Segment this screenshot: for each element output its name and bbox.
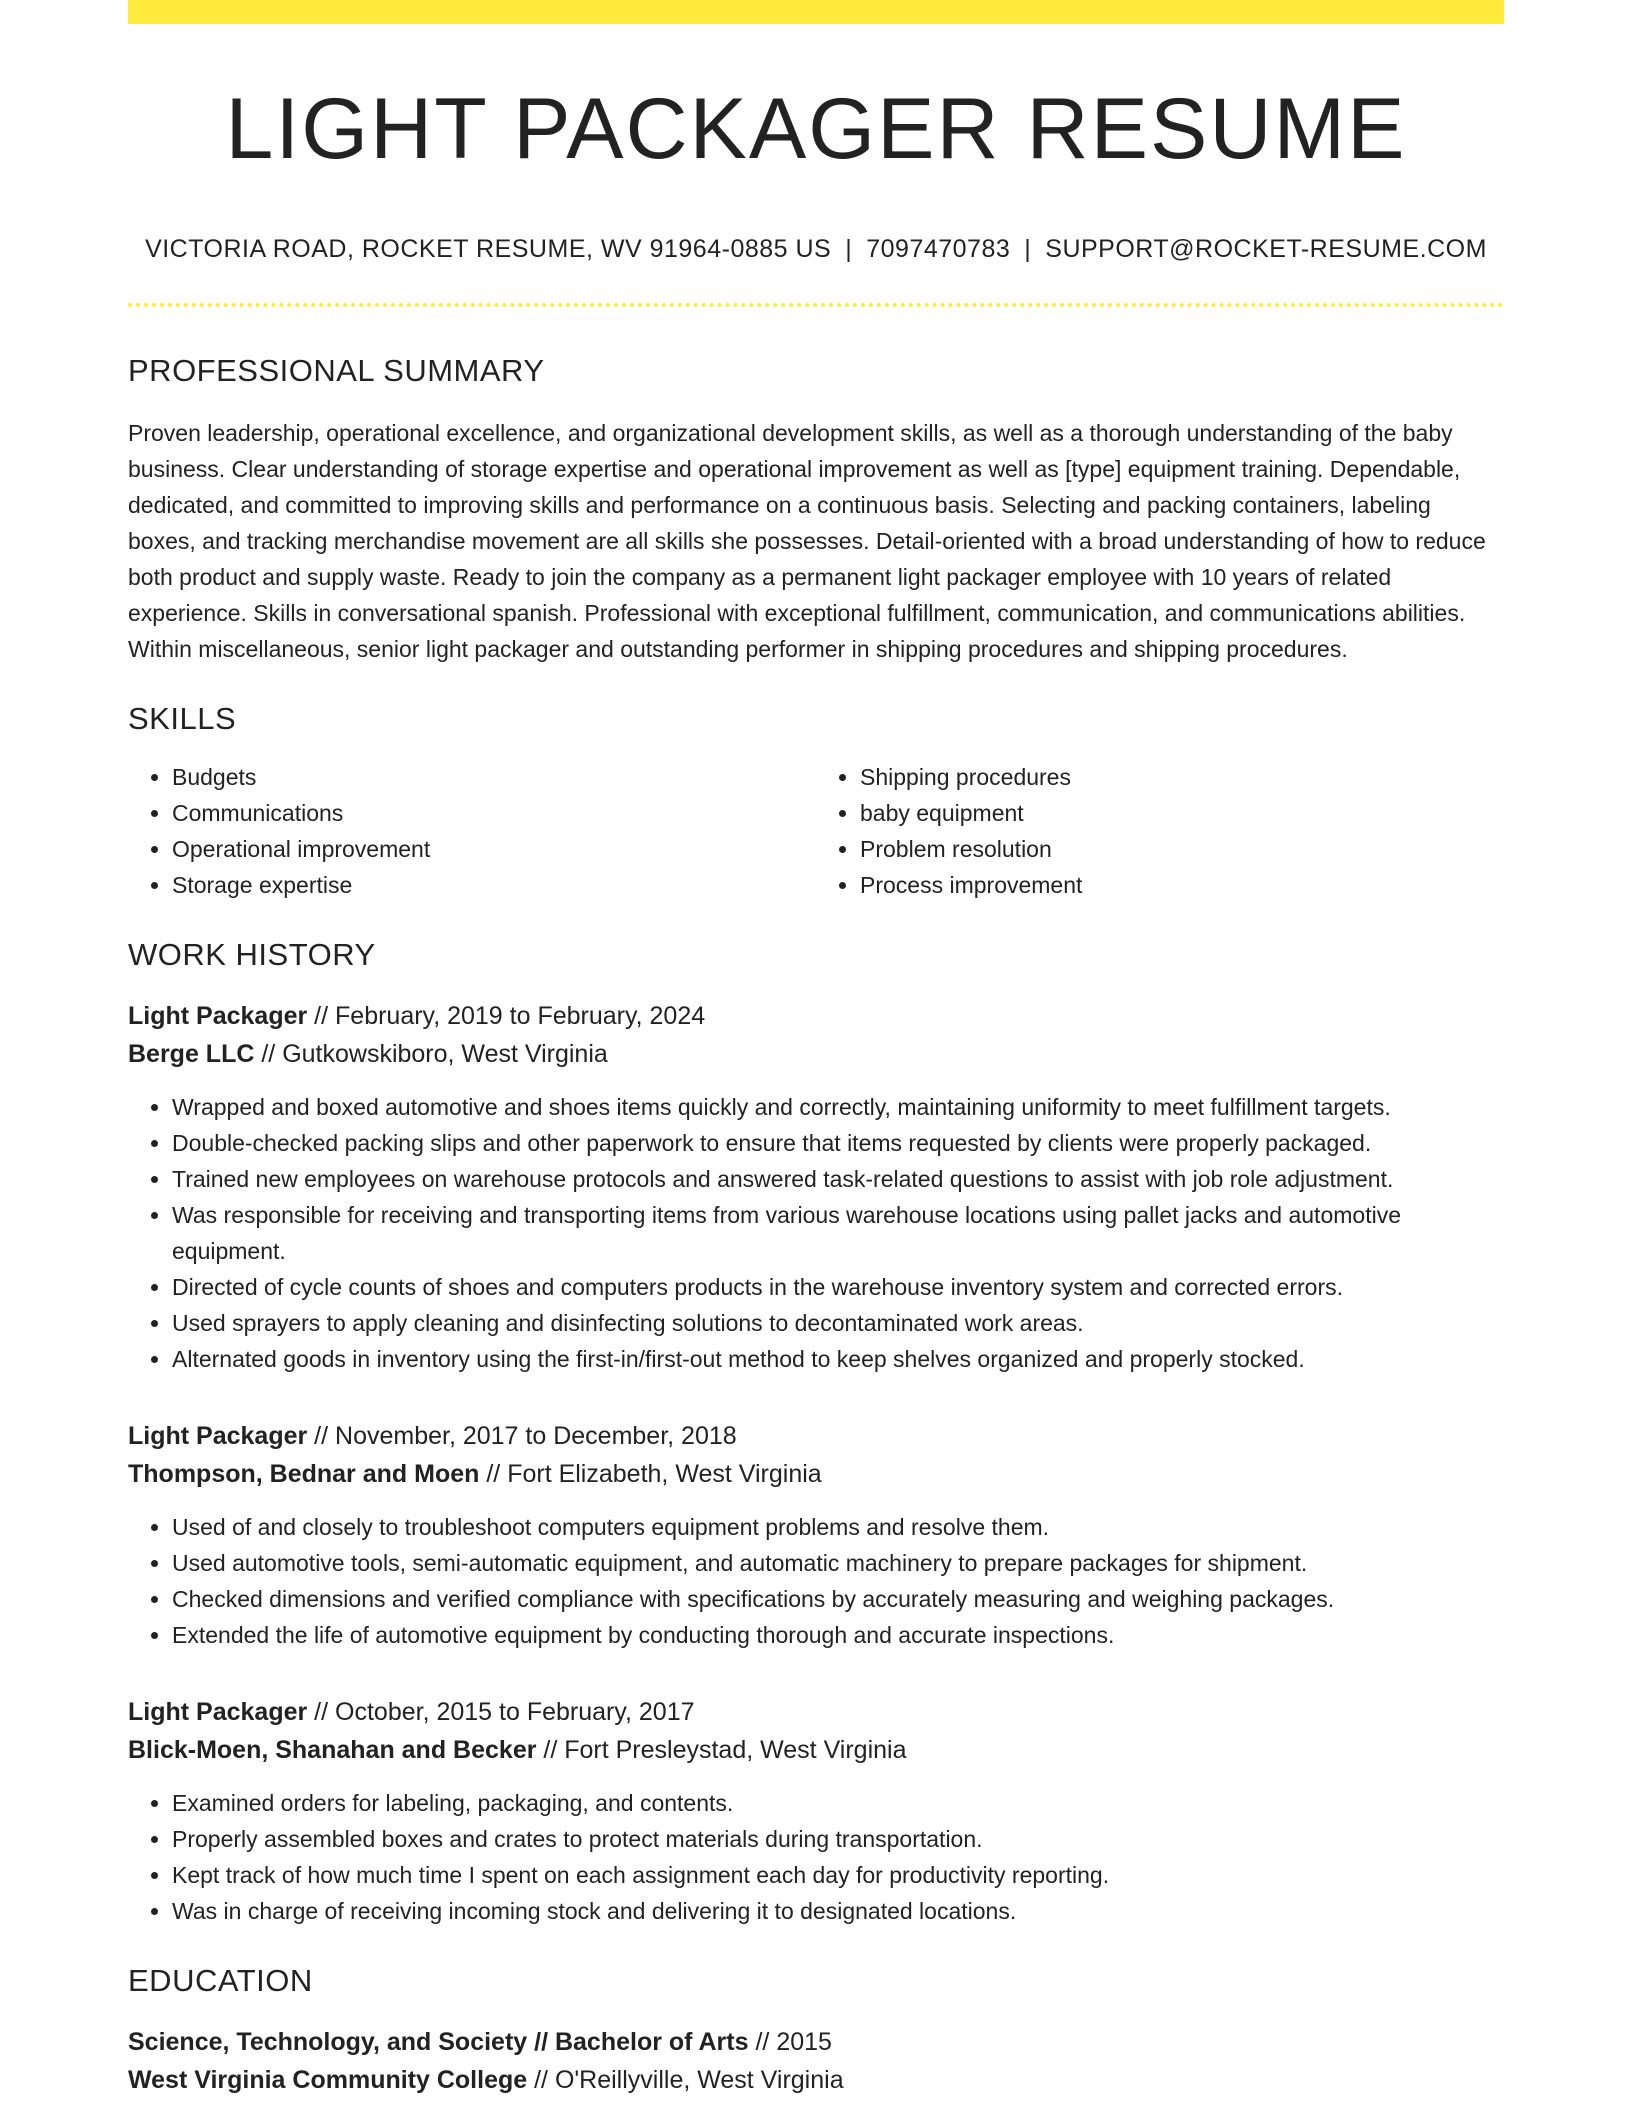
job-bullets: [128, 1089, 1504, 1377]
contact-address: VICTORIA ROAD, ROCKET RESUME, WV 91964-0885 US: [145, 234, 832, 263]
job-bullet: • Checked dimensions and verified compliance with specifications by accurately measuring and weighing packages.: [172, 1581, 1504, 1617]
job-title: Light Packager: [128, 1697, 308, 1726]
job-entry: [128, 997, 1504, 1377]
job-bullet: • Directed of cycle counts of shoes and computers products in the warehouse inventory system and corrected errors.: [172, 1269, 1504, 1305]
dotted-divider: [128, 303, 1504, 307]
job-bullet: • Trained new employees on warehouse protocols and answered task-related questions to assist with job role adjustment.: [172, 1161, 1504, 1197]
education-school-line: [128, 2061, 1504, 2099]
job-bullets: [128, 1509, 1504, 1653]
job-bullet: • Properly assembled boxes and crates to protect materials during transportation.: [172, 1821, 1504, 1857]
job-company: Berge LLC: [128, 1039, 255, 1068]
job-bullet: • Alternated goods in inventory using the first-in/first-out method to keep shelves organized and properly stocked.: [172, 1341, 1504, 1377]
skill-item: • Process improvement: [860, 867, 1504, 903]
skills-list: [128, 759, 1504, 903]
skills-column-right: [816, 759, 1504, 903]
skill-item: • baby equipment: [860, 795, 1504, 831]
job-entry: [128, 1693, 1504, 1929]
skill-item: • Budgets: [172, 759, 816, 795]
education-degree-line: [128, 2023, 1504, 2061]
job-company: Thompson, Bednar and Moen: [128, 1459, 480, 1488]
job-company: Blick-Moen, Shanahan and Becker: [128, 1735, 537, 1764]
job-bullet: • Kept track of how much time I spent on each assignment each day for productivity reporting.: [172, 1857, 1504, 1893]
job-title-line: [128, 1417, 1504, 1455]
job-company-line: [128, 1455, 1504, 1493]
skill-item: • Communications: [172, 795, 816, 831]
contact-phone: 7097470783: [866, 234, 1011, 263]
job-bullet: • Was in charge of receiving incoming stock and delivering it to designated locations.: [172, 1893, 1504, 1929]
contact-separator: |: [1024, 234, 1032, 263]
accent-bar: [128, 0, 1504, 24]
education-year: // 2015: [748, 2027, 832, 2056]
job-bullet: • Extended the life of automotive equipment by conducting thorough and accurate inspections.: [172, 1617, 1504, 1653]
job-bullet: • Double-checked packing slips and other paperwork to ensure that items requested by clients were properly packaged.: [172, 1125, 1504, 1161]
job-title: Light Packager: [128, 1001, 308, 1030]
job-bullet: • Used of and closely to troubleshoot computers equipment problems and resolve them.: [172, 1509, 1504, 1545]
education-location: // O'Reillyville, West Virginia: [527, 2065, 844, 2094]
skill-item: • Problem resolution: [860, 831, 1504, 867]
skills-column-left: [128, 759, 816, 903]
skill-item: • Storage expertise: [172, 867, 816, 903]
contact-email: SUPPORT@ROCKET-RESUME.COM: [1045, 234, 1487, 263]
contact-separator: |: [845, 234, 853, 263]
job-title-line: [128, 997, 1504, 1035]
job-location: // Gutkowskiboro, West Virginia: [254, 1039, 608, 1068]
work-history-heading: WORK HISTORY: [128, 936, 376, 972]
summary-text: Proven leadership, operational excellence, and organizational development skills, as well as a thorough understanding of the baby business. Clear understanding of storage expertise and operational improvement as well as [type] equipment training. Dependable, dedicated, and committed to improving skills and performance on a continuous basis. Selecting and packing containers, labeling boxes, and tracking merchandise movement are all skills she possesses. Detail-oriented with a broad understanding of how to reduce both product and supply waste. Ready to join the company as a permanent light packager employee with 10 years of related experience. Skills in conversational spanish. Professional with exceptional fulfillment, communication, and communications abilities. Within miscellaneous, senior light packager and outstanding performer in shipping procedures and shipping procedures.: [128, 419, 1486, 662]
job-title: Light Packager: [128, 1421, 308, 1450]
job-entry: [128, 1417, 1504, 1653]
job-bullet: • Wrapped and boxed automotive and shoes items quickly and correctly, maintaining uniformity to meet fulfillment targets.: [172, 1089, 1504, 1125]
job-location: // Fort Elizabeth, West Virginia: [479, 1459, 822, 1488]
education-school: West Virginia Community College: [128, 2065, 528, 2094]
job-dates: // November, 2017 to December, 2018: [307, 1421, 737, 1450]
job-dates: // October, 2015 to February, 2017: [307, 1697, 695, 1726]
education-heading: EDUCATION: [128, 1962, 313, 1998]
skill-item: • Operational improvement: [172, 831, 816, 867]
job-bullet: • Was responsible for receiving and transporting items from various warehouse locations using pallet jacks and automotive equipment.: [172, 1197, 1504, 1269]
job-company-line: [128, 1731, 1504, 1769]
job-title-line: [128, 1693, 1504, 1731]
skills-heading: SKILLS: [128, 700, 237, 736]
education-degree: Science, Technology, and Society // Bachelor of Arts: [128, 2027, 749, 2056]
education-entry: [128, 2023, 1504, 2099]
job-bullet: • Examined orders for labeling, packaging, and contents.: [172, 1785, 1504, 1821]
job-dates: // February, 2019 to February, 2024: [307, 1001, 706, 1030]
resume-title: LIGHT PACKAGER RESUME: [225, 81, 1407, 177]
skill-item: • Shipping procedures: [860, 759, 1504, 795]
contact-line: [128, 235, 1504, 264]
job-bullet: • Used automotive tools, semi-automatic equipment, and automatic machinery to prepare packages for shipment.: [172, 1545, 1504, 1581]
job-bullets: [128, 1785, 1504, 1929]
resume-page: [128, 0, 1504, 2099]
summary-heading: PROFESSIONAL SUMMARY: [128, 352, 545, 388]
job-company-line: [128, 1035, 1504, 1073]
job-bullet: • Used sprayers to apply cleaning and disinfecting solutions to decontaminated work areas.: [172, 1305, 1504, 1341]
job-location: // Fort Presleystad, West Virginia: [536, 1735, 907, 1764]
